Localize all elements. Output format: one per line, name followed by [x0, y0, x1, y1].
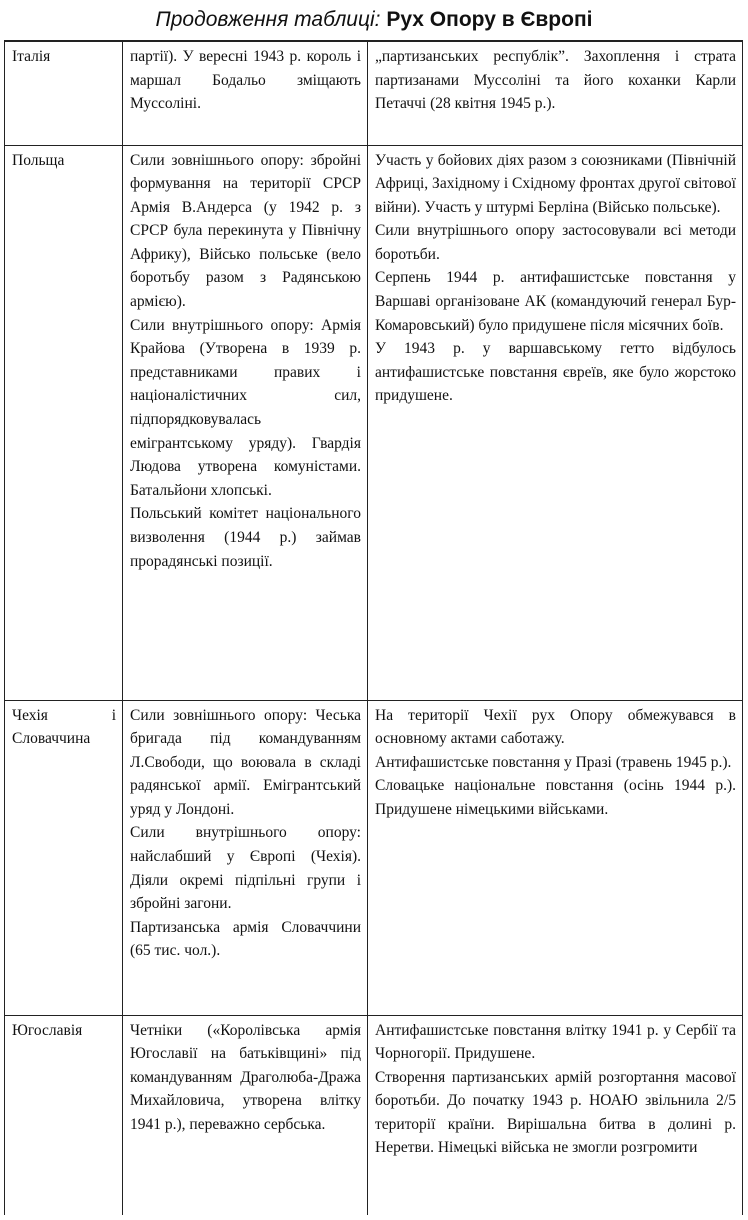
events-paragraph: У 1943 р. у варшавському гетто відбулось антифашистське повстання євреїв, яке було жорстоко придушене. — [375, 340, 736, 405]
events-paragraph: Антифашистське повстання у Празі (травень 1945 р.). — [375, 753, 732, 771]
events-paragraph: Сили внутрішнього опору застосовували всі методи боротьби. — [375, 222, 736, 263]
forces-paragraph: Сили внутрішнього опору: Армія Крайова (Утворена в 1939 р. представниками правих і націоналістичних сил, підпорядковувалась емігрантському уряду). Гвардія Людова утворена комуністами. Батальйони хлопські. — [130, 316, 361, 499]
events-paragraph: Серпень 1944 р. антифашистське повстання у Варшаві організоване АК (командуючий генерал Бур-Комаровський) було придушене після місячних боїв. — [375, 269, 736, 334]
header-prefix: Продовження таблиці: — [155, 8, 381, 31]
events-paragraph: На території Чехії рух Опору обмежувався в основному актами саботажу. — [375, 706, 736, 748]
country-conjunction: і — [111, 706, 116, 724]
country-name-continued: Словаччина — [12, 730, 91, 748]
events-paragraph: Створення партизанських армій розгортання масової боротьби. До початку 1943 р. НОАЮ звільнила 2/5 території країни. Вирішальна битва в долині р. Неретви. Німецькі війська не змогли розгромити — [375, 1068, 736, 1157]
events-cell — [368, 145, 743, 700]
forces-paragraph: Партизанська армія Словаччини (65 тис. чол.). — [130, 918, 361, 960]
page-header — [0, 6, 748, 34]
forces-paragraph: Сили внутрішнього опору: найслабший у Європі (Чехія). Діяли окремі підпільні групи і збройні загони. — [130, 824, 361, 913]
events-paragraph: Антифашистське повстання влітку 1941 р. у Сербії та Чорногорії. Придушене. — [375, 1021, 736, 1063]
country-name: Польща — [12, 151, 65, 169]
events-paragraph: Участь у бойових діях разом з союзниками (Північній Африці, Західному і Східному фронтах другої світової війни). Участь у штурмі Берліна (Військо польське). — [375, 151, 736, 216]
page-title: Рух Опору в Європі — [386, 8, 593, 31]
country-name: Чехія — [12, 706, 48, 724]
forces-cell — [123, 1015, 368, 1215]
events-paragraph: Словацьке національне повстання (осінь 1944 р.). Придушене німецькими військами. — [375, 777, 736, 818]
country-cell — [5, 145, 123, 700]
forces-paragraph: Четніки («Королівська армія Югославії на батьківщині» під командуванням Драголюба-Дража Михайловича, утворена влітку 1941 р.), переважно сербська. — [130, 1021, 361, 1133]
forces-paragraph: Польський комітет національного визволення (1944 р.) займав прорадянські позиції. — [130, 505, 361, 570]
forces-cell — [123, 41, 368, 145]
country-cell — [5, 700, 123, 1015]
events-paragraph: „партизанських республік”. Захоплення і страта партизанами Муссоліні та його коханки Карли Петаччі (28 квітня 1945 р.). — [375, 48, 736, 113]
forces-cell — [123, 700, 368, 1015]
country-name: Італія — [12, 48, 51, 65]
forces-cell — [123, 145, 368, 700]
forces-paragraph: партії). У вересні 1943 р. король і маршал Бодальо зміщають Муссоліні. — [130, 48, 361, 113]
table-row — [5, 145, 743, 700]
events-cell — [368, 700, 743, 1015]
table-row — [5, 41, 743, 145]
country-name-line — [12, 704, 116, 728]
resistance-table — [4, 40, 743, 1215]
events-cell — [368, 41, 743, 145]
forces-paragraph: Сили зовнішнього опору: Чеська бригада під командуванням Л.Свободи, що воювала в складі радянської армії. Емігрантський уряд у Лондоні. — [130, 706, 361, 818]
table-row — [5, 700, 743, 1015]
forces-paragraph: Сили зовнішнього опору: збройні формування на території СРСР Армія В.Андерса (у 1942 р. з СРСР була перекинута у Північну Африку), Військо польське (вело боротьбу разом з Радянською армією). — [130, 151, 361, 311]
country-cell — [5, 1015, 123, 1215]
table-row — [5, 1015, 743, 1215]
country-cell — [5, 41, 123, 145]
events-cell — [368, 1015, 743, 1215]
country-name: Югославія — [12, 1021, 83, 1039]
